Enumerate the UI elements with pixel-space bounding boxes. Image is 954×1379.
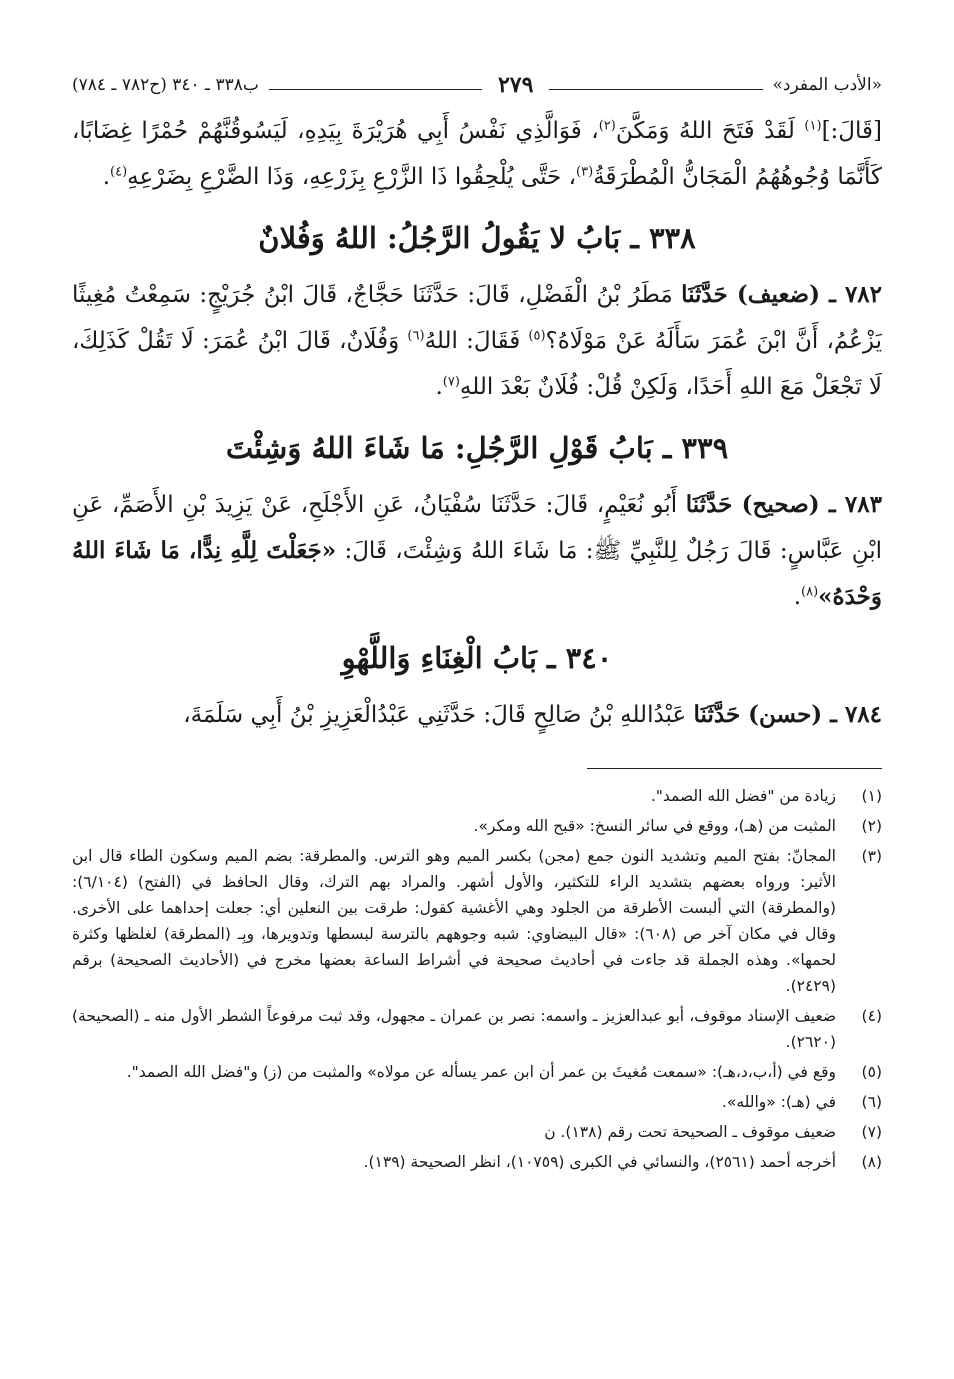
footnote-number: (٣) [861,847,882,865]
footnotes-separator [587,768,882,769]
page-number: ٢٧٩ [497,72,534,98]
footnote [72,1089,882,1115]
hadith-number-grade: ٧٨٣ ـ (صحيح) [732,491,882,518]
footnote-text: ضعيف الإسناد موقوف، أبو عبدالعزيز ـ واسمه: نصر بن عمران ـ مجهول، وقد ثبت مرفوعاً الشطر الأول منه ـ (الصحيحة) (٢٦٢٠). [72,1007,836,1051]
footnote [72,1149,882,1175]
intro-text-2: لَقَدْ فَتَحَ اللهُ وَمَكَّنَ [615,118,805,144]
footnote-number: (٤) [861,1007,882,1025]
footnote-number: (١) [861,787,882,805]
hadith-opening: حَدَّثَنَا [685,491,733,518]
footnote-number: (٧) [861,1123,882,1141]
footnote-text: ضعيف موقوف ـ الصحيحة تحت رقم (١٣٨). ن [544,1123,836,1141]
hadith-opening: حَدَّثَنَا [681,281,728,308]
footnote-ref-7[interactable]: (٧) [442,374,460,390]
intro-text-5: . [102,164,111,190]
footnote-text: أخرجه أحمد (٢٥٦١)، والنسائي في الكبرى (١٠٧٥٩)، انظر الصحيحة (١٣٩). [363,1153,836,1171]
hadith-number-grade: ٧٨٤ ـ (حسن) [740,701,882,728]
footnote [72,1059,882,1085]
running-head [72,70,882,100]
footnote-text: المجانّ: بفتح الميم وتشديد النون جمع (مجن) بكسر الميم وهو الترس. والمطرقة: بضم الميم وسكون الطاء قال ابن الأثير: ورواه بعضهم بتشديد الراء للتكثير، والأول أشهر. والمراد بهم الترك، وقال الحافظ في (الفتح) (٦/١٠٤): (والمطرقة) التي ألبست الأطرقة من الجلود وهي الأغشية كقول: طرقت بين النعلين أي: جعلت إحداهما على الأخرى. وقال في مكان آخر ص (٦٠٨): «قال البيضاوي: شبه وجوههم بالترسة لبسطها وتدويرها، وبِـ (المطرقة) لغلظها وكثرة لحمها». وهذه الجملة قد جاءت في أحاديث صحيحة في أشراط الساعة بعضها مخرج في (الأحاديث الصحيحة) برقم (٢٤٢٩). [72,847,837,995]
hadith-text: عَبْدُاللهِ بْنُ صَالِحٍ قَالَ: حَدَّثَنِي عَبْدُالْعَزِيزِ بْنُ أَبِي سَلَمَةَ، [183,702,694,728]
hadith-opening: حَدَّثَنَا [693,701,741,728]
hadith-number-grade: ٧٨٢ ـ (ضعيف) [727,281,882,308]
intro-text-1: [قَالَ:] [821,118,882,144]
footnotes [72,783,882,1175]
footnote-number: (٨) [861,1153,882,1171]
chapter-heading-339: ٣٣٩ ـ بَابُ قَوْلِ الرَّجُلِ: مَا شَاءَ اللهُ وَشِئْتَ [225,431,729,465]
footnote [72,1119,882,1145]
hadith-text: . [793,584,802,610]
footnote-number: (٦) [861,1093,882,1111]
book-title: «الأدب المفرد» [772,75,882,95]
chapter-hadith-range: ب٣٣٨ ـ ٣٤٠ (ح٧٨٢ ـ ٧٨٤) [71,75,259,95]
prophetic-quote: «جَعَلْتَ لِلَّهِ نِدًّا، مَا شَاءَ اللهُ وَحْدَهُ» [72,537,882,610]
hadith-784 [72,692,882,738]
footnote [72,813,882,839]
hadith-text: . [435,374,443,400]
footnote-ref-6[interactable]: (٦) [407,328,425,344]
footnote-ref-4[interactable]: (٤) [110,164,128,180]
hadith-text: وَفُلَانٌ، قَالَ ابْنُ عُمَرَ: لَا تَقُلْ كَذَلِكَ، لَا تَجْعَلْ مَعَ اللهِ أَحَدًا، وَلَكِنْ قُلْ: فُلَانٌ بَعْدَ اللهِ [72,328,882,400]
hadith-text: مَطَرُ بْنُ الْفَضْلِ، قَالَ: حَدَّثَنَا حَجَّاجٌ، قَالَ ابْنُ جُرَيْجٍ: سَمِعْتُ مُغِيثًا يَزْعُمُ، أَنَّ ابْنَ عُمَرَ سَأَلَهُ عَنْ مَوْلَاهُ؟ [72,282,883,354]
hadith-text: أَبُو نُعَيْمٍ، قَالَ: حَدَّثَنَا سُفْيَانُ، عَنِ الأَجْلَحِ، عَنْ يَزِيدَ بْنِ الأَصَمِّ، عَنِ ابْنِ عَبَّاسٍ: قَالَ رَجُلٌ لِلنَّبِيِّ ﷺ: مَا شَاءَ اللهُ وَشِئْتَ، قَالَ: [72,492,882,564]
footnote [72,843,882,999]
footnote-text: في (هـ): «والله». [721,1093,836,1111]
footnote-number: (٢) [861,817,882,835]
footnote [72,783,882,809]
footnote-text: المثبت من (هـ)، ووقع في سائر النسخ: «قبح الله ومكر». [473,817,836,835]
footnote-ref-2[interactable]: (٢) [598,118,616,134]
footnote-ref-8[interactable]: (٨) [801,584,819,600]
chapter-heading-340: ٣٤٠ ـ بَابُ الْغِنَاءِ وَاللَّهْوِ [341,641,613,675]
footnote-text: وقع في (أ،ب،د،هـ): «سمعت مُغيثَ بن عمر أن ابن عمر يسأله عن مولاه» والمثبت من (ز) و"فضل الله الصمد". [126,1063,836,1081]
hadith-782 [72,272,882,410]
hadith-text: فَقَالَ: اللهُ [424,328,529,354]
header-rule-right [549,89,762,90]
footnote-ref-1[interactable]: (١) [804,118,822,134]
footnote-number: (٥) [861,1063,882,1081]
intro-text-3: ، فَوَالَّذِي نَفْسُ أَبِي هُرَيْرَةَ بِيَدِهِ، لَيَسُوقُنَّهُمْ حُمْرًا غِضَابًا، كَأَنَّمَا وُجُوهُهُمُ الْمَجَانُّ الْمُطْرَقَةُ [72,118,882,190]
footnote-ref-3[interactable]: (٣) [576,164,594,180]
header-rule-left [269,89,482,90]
hadith-783 [72,482,882,620]
footnote [72,1003,882,1055]
intro-paragraph [72,108,882,200]
intro-text-4: ، حَتَّى يُلْحِقُوا ذَا الزَّرْعِ بِزَرْعِهِ، وَذَا الضَّرْعِ بِضَرْعِهِ [127,164,576,190]
footnote-ref-5[interactable]: (٥) [528,328,546,344]
chapter-heading-338: ٣٣٨ ـ بَابُ لا يَقُولُ الرَّجُلُ: اللهُ وَفُلانٌ [258,221,696,255]
footnote-text: زيادة من "فضل الله الصمد". [650,787,836,805]
